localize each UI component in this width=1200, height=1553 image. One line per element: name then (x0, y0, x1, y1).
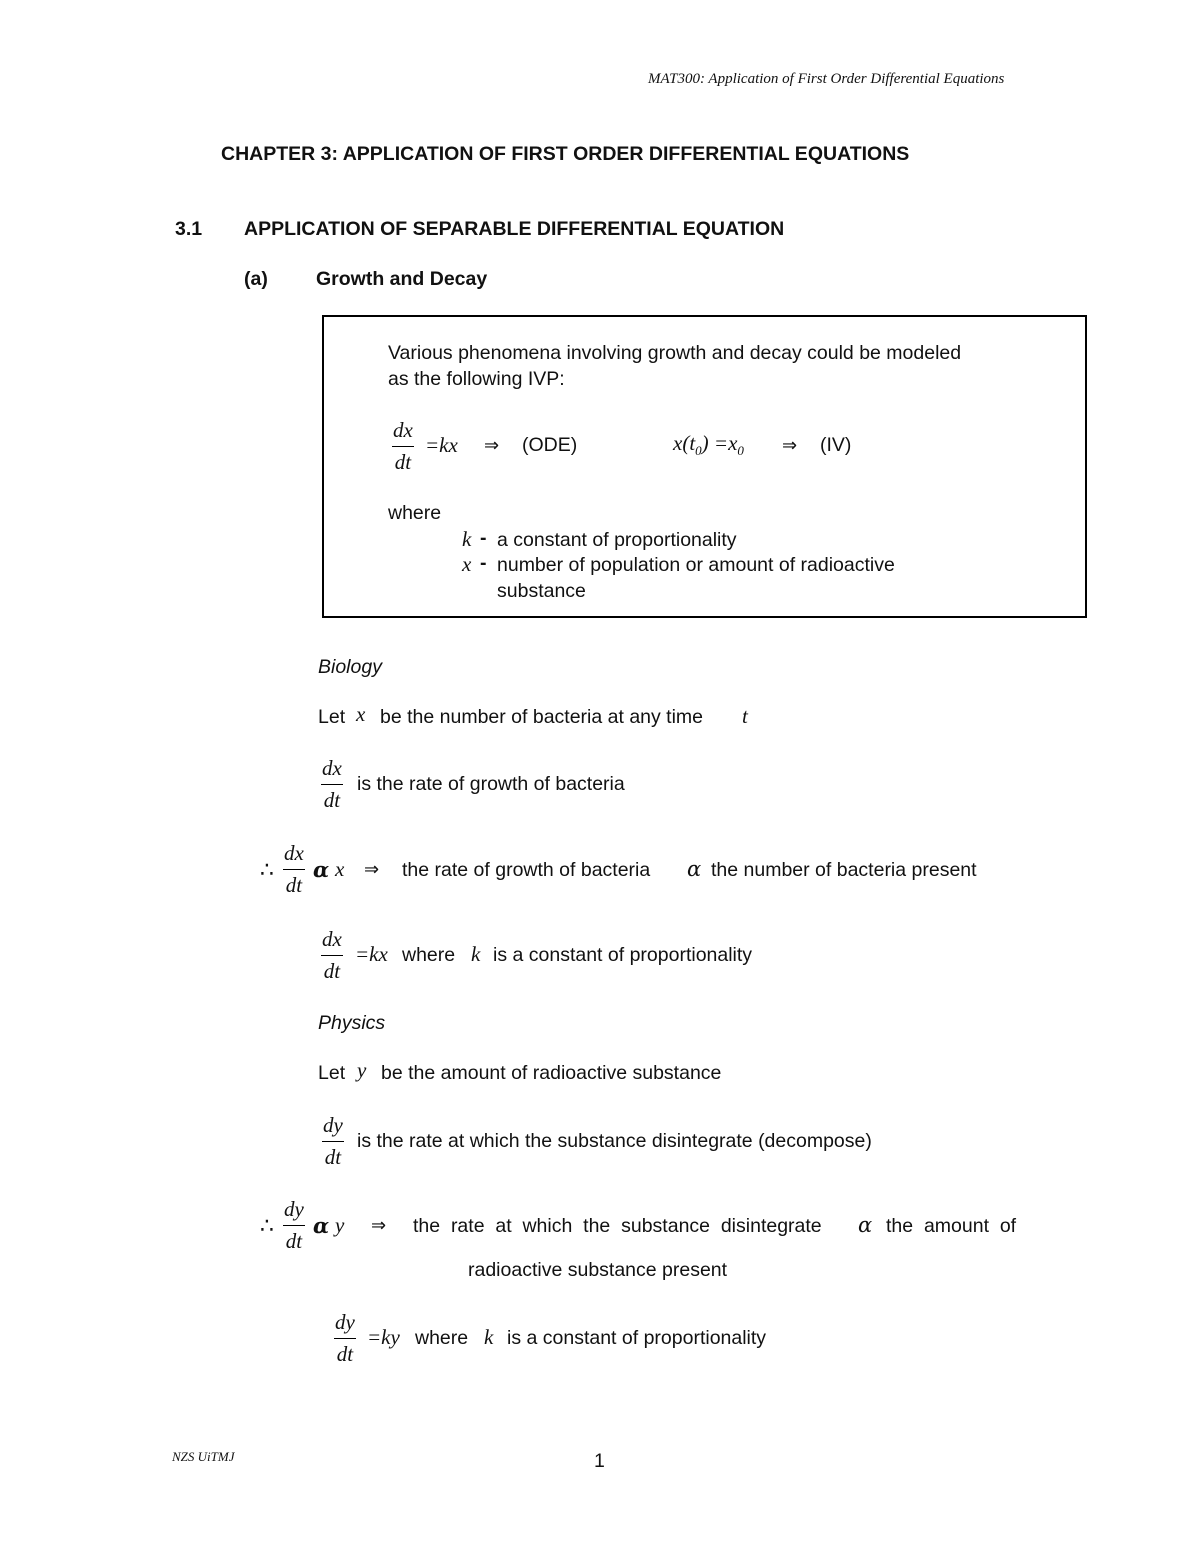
phys-prop-text-b: the amount of (886, 1215, 1017, 1237)
bio-eq-where: where (402, 944, 456, 966)
fraction-numerator: dx (393, 418, 413, 442)
section-title: APPLICATION OF SEPARABLE DIFFERENTIAL EQUATION (244, 218, 785, 240)
bio-eq-k: k (471, 942, 481, 966)
fraction-bar (392, 446, 414, 447)
bio-prop-fraction: dx dt (284, 841, 304, 897)
phys-rate-text: is the rate at which the substance disintegrate (decompose) (357, 1130, 872, 1152)
phys-var: y (357, 1058, 367, 1082)
bio-eq-rhs: =kx (355, 942, 388, 966)
proportional-symbol: α (313, 1213, 330, 1238)
ode-label: (ODE) (522, 434, 578, 456)
bio-rate-fraction: dx dt (322, 756, 342, 812)
iv-expression: $x(t_0) =x_0$ (673, 431, 744, 459)
x-symbol: x (462, 552, 472, 576)
biology-heading: Biology (318, 656, 382, 678)
footer-author: NZS UiTMJ (172, 1449, 235, 1464)
box-where: where (388, 502, 442, 524)
subsection-label: (a) (244, 268, 268, 290)
bio-let-rest: be the number of bacteria at any time (380, 706, 704, 728)
bio-prop-text-b: the number of bacteria present (711, 859, 977, 881)
implies-symbol: ⇒ (364, 859, 380, 880)
implies-symbol: ⇒ (371, 1215, 387, 1236)
phys-let-rest: be the amount of radioactive substance (381, 1062, 722, 1084)
phys-rate-fraction: dy dt (323, 1113, 343, 1169)
implies-symbol: ⇒ (484, 435, 500, 456)
phys-eq-rest: is a constant of proportionality (507, 1327, 767, 1349)
x-description-line2: substance (497, 580, 586, 602)
k-symbol: k (462, 527, 472, 551)
k-description: a constant of proportionality (497, 529, 737, 551)
box-intro-line2: as the following IVP: (388, 368, 565, 390)
phys-eq-fraction: dy dt (335, 1310, 355, 1366)
bio-time-var: t (742, 704, 748, 728)
chapter-title: CHAPTER 3: APPLICATION OF FIRST ORDER DIFFERENTIAL EQUATIONS (221, 143, 910, 165)
dash: - (480, 552, 487, 574)
phys-prop-text-c: radioactive substance present (468, 1259, 728, 1281)
phys-prop-fraction: dy dt (284, 1197, 304, 1253)
proportional-symbol: α (313, 857, 330, 882)
bio-let: Let (318, 706, 346, 728)
bio-var: x (356, 702, 366, 726)
phys-eq-rhs: =ky (367, 1325, 400, 1349)
running-header: MAT300: Application of First Order Differential Equations (648, 71, 1005, 87)
subsection-title: Growth and Decay (316, 268, 488, 290)
section-number: 3.1 (175, 218, 203, 240)
proportional-symbol: α (858, 1213, 873, 1237)
phys-prop-var: y (335, 1213, 345, 1237)
fraction-denominator: dt (394, 450, 412, 474)
physics-heading: Physics (318, 1012, 386, 1034)
box-ode-rhs: =kx (425, 433, 458, 457)
therefore-symbol: ∴ (260, 1214, 274, 1239)
iv-label: (IV) (820, 434, 852, 456)
dash: - (480, 527, 487, 549)
box-ode-fraction (392, 420, 414, 473)
page-number: 1 (594, 1450, 605, 1472)
bio-eq-fraction: dx dt (322, 927, 342, 983)
phys-let: Let (318, 1062, 346, 1084)
bio-prop-var: x (335, 857, 345, 881)
bio-eq-rest: is a constant of proportionality (493, 944, 753, 966)
phys-prop-text-a: the rate at which the substance disintegrate (413, 1215, 822, 1237)
bio-rate-text: is the rate of growth of bacteria (357, 773, 625, 795)
phys-eq-where: where (415, 1327, 469, 1349)
therefore-symbol: ∴ (260, 858, 274, 883)
implies-symbol: ⇒ (782, 435, 798, 456)
x-description-line1: number of population or amount of radioactive (497, 554, 895, 576)
box-intro-line1: Various phenomena involving growth and decay could be modeled (388, 342, 962, 364)
phys-eq-k: k (484, 1325, 494, 1349)
bio-prop-text-a: the rate of growth of bacteria (402, 859, 651, 881)
proportional-symbol: α (687, 857, 702, 881)
